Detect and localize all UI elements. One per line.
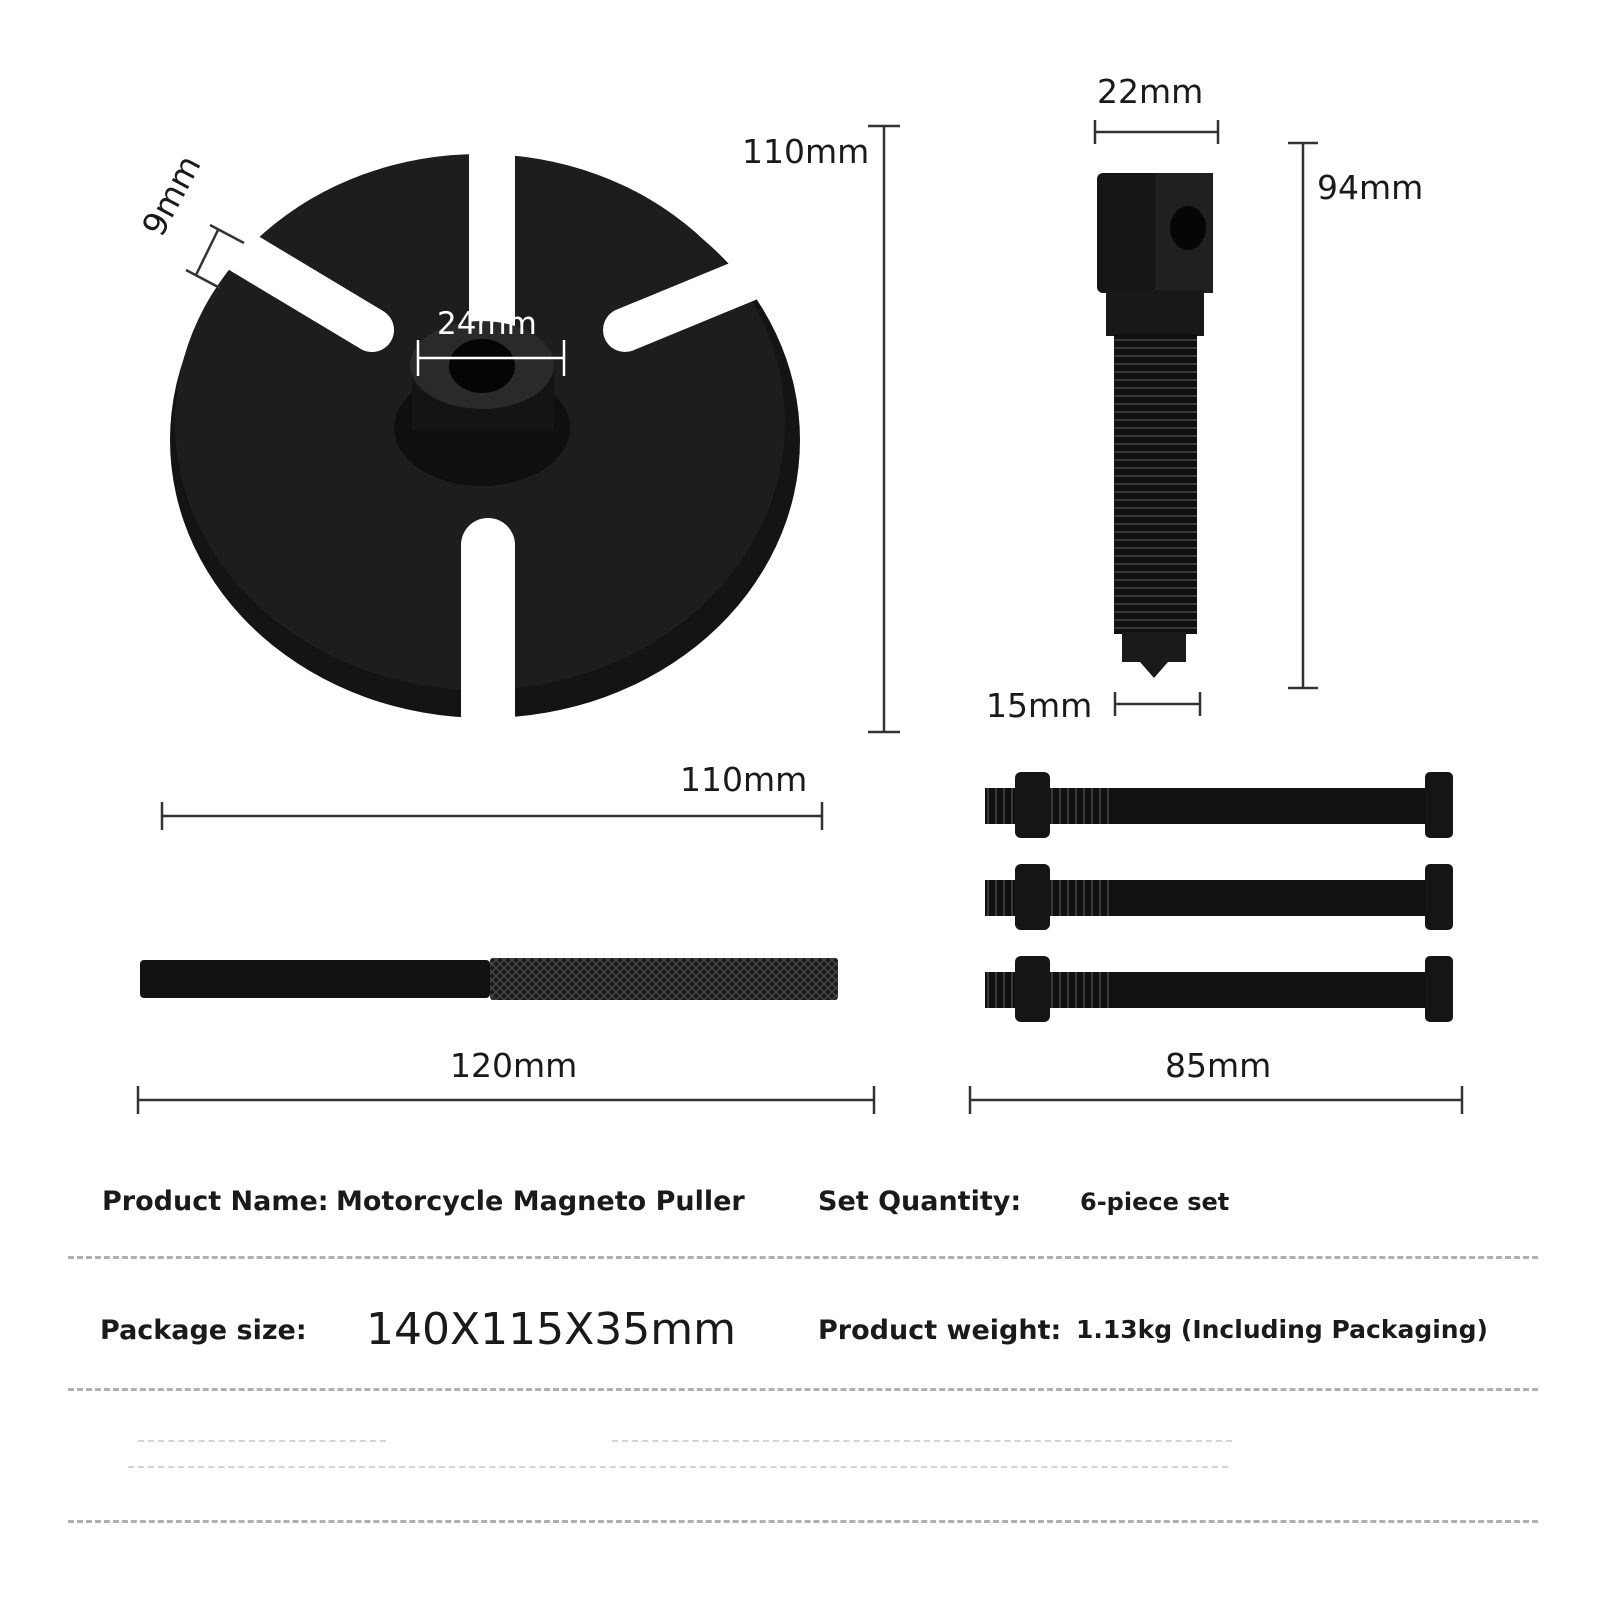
bolt-length-label: 94mm	[1317, 168, 1424, 207]
puller-plate-drawing	[170, 150, 800, 720]
rod-knurl-length-label: 110mm	[680, 760, 808, 799]
package-size-label: Package size:	[100, 1315, 307, 1346]
hub-diameter-label: 24mm	[437, 306, 537, 342]
rod-length-label: 120mm	[450, 1046, 578, 1085]
product-name-label: Product Name:	[102, 1186, 329, 1217]
product-weight-value: 1.13kg (Including Packaging)	[1076, 1315, 1488, 1344]
slot-width-label: 9mm	[134, 148, 209, 243]
set-quantity-value: 6-piece set	[1080, 1188, 1230, 1216]
plate-diameter-label: 110mm	[742, 132, 870, 171]
forcing-bolt-drawing	[1097, 173, 1213, 678]
row-divider	[68, 1256, 1538, 1259]
screw-length-label: 85mm	[1165, 1046, 1272, 1085]
faint-divider	[138, 1440, 386, 1442]
bolt-head-width-label: 22mm	[1097, 72, 1204, 111]
package-size-value: 140X115X35mm	[366, 1304, 736, 1355]
bolt-tip-width-label: 15mm	[986, 686, 1093, 725]
faint-divider	[612, 1440, 1232, 1442]
set-quantity-label: Set Quantity:	[818, 1186, 1022, 1217]
faint-divider	[128, 1466, 1228, 1468]
screw-set-drawing	[985, 772, 1453, 1022]
product-name-value: Motorcycle Magneto Puller	[336, 1186, 745, 1217]
row-divider	[68, 1520, 1538, 1523]
row-divider	[68, 1388, 1538, 1391]
rod-drawing	[140, 958, 838, 1000]
product-weight-label: Product weight:	[818, 1315, 1062, 1346]
